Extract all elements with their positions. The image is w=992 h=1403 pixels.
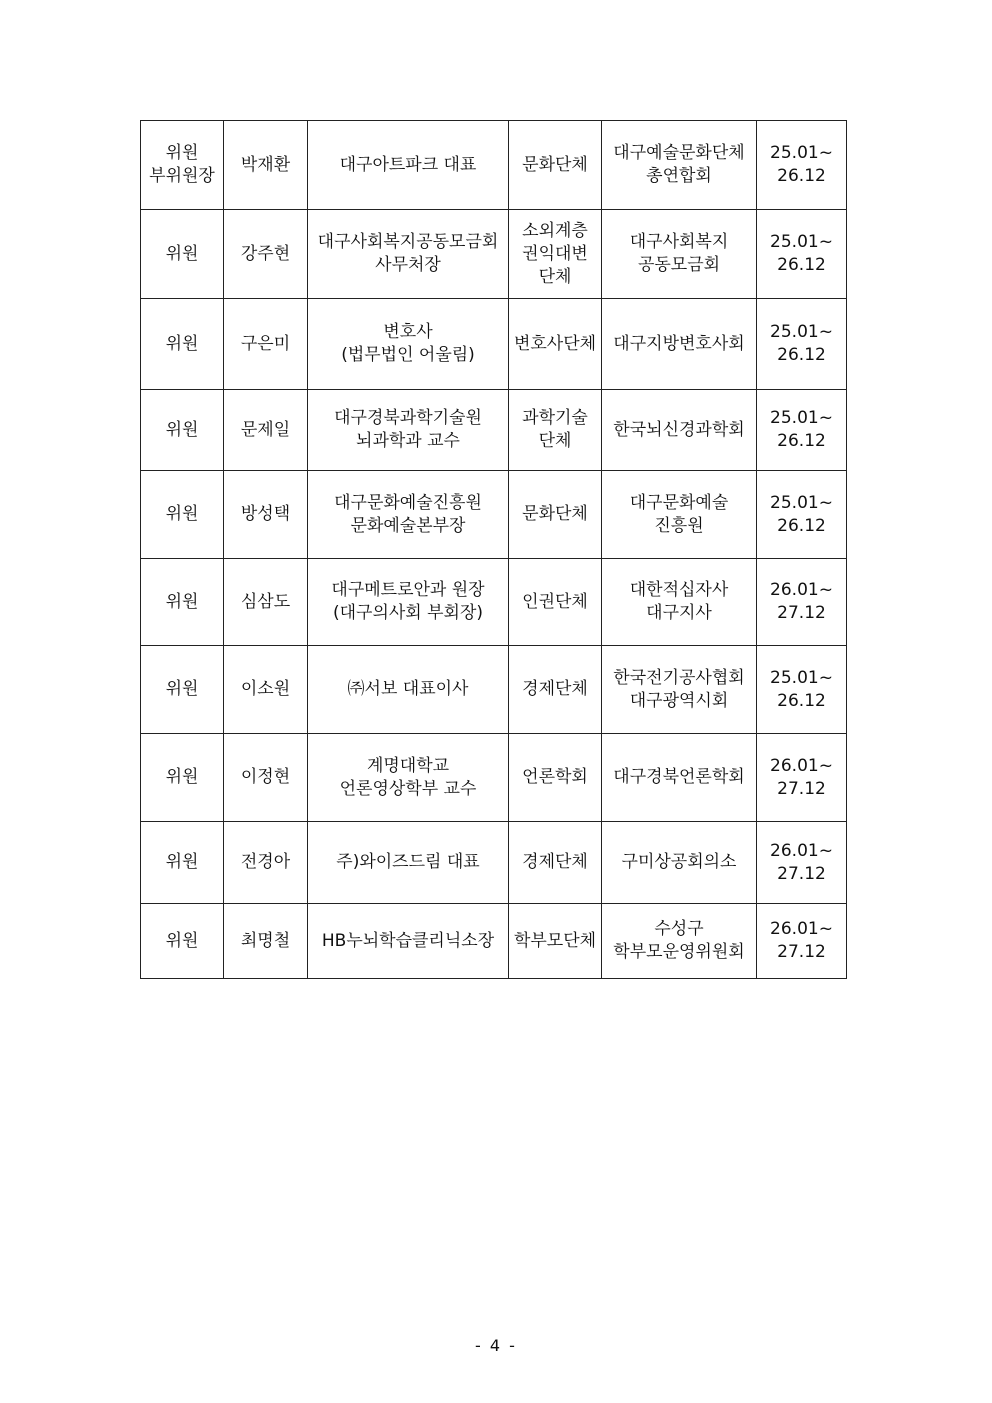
position-cell: 위원 [141,822,224,904]
affiliation-cell: 대구경북과학기술원 뇌과학과 교수 [308,390,509,471]
table-row [141,210,847,299]
category-cell: 인권단체 [509,559,602,646]
table-row [141,299,847,390]
table-row [141,559,847,646]
table-row [141,822,847,904]
page-number: - 4 - [475,1336,517,1355]
position-cell: 위원 부위원장 [141,121,224,210]
name-cell: 문제일 [224,390,308,471]
affiliation-cell: 대구문화예술진흥원 문화예술본부장 [308,471,509,559]
category-cell: 언론학회 [509,734,602,822]
name-cell: 최명철 [224,904,308,979]
position-cell: 위원 [141,646,224,734]
table-row [141,390,847,471]
recommender-cell: 수성구 학부모운영위원회 [602,904,757,979]
affiliation-cell: 계명대학교 언론영상학부 교수 [308,734,509,822]
name-cell: 강주현 [224,210,308,299]
position-cell: 위원 [141,904,224,979]
recommender-cell: 대구예술문화단체 총연합회 [602,121,757,210]
recommender-cell: 대구사회복지 공동모금회 [602,210,757,299]
recommender-cell: 한국뇌신경과학회 [602,390,757,471]
table-row [141,471,847,559]
name-cell: 이정현 [224,734,308,822]
table-row [141,734,847,822]
category-cell: 소외계층 권익대변 단체 [509,210,602,299]
recommender-cell: 대구지방변호사회 [602,299,757,390]
category-cell: 과학기술 단체 [509,390,602,471]
recommender-cell: 대한적십자사 대구지사 [602,559,757,646]
term-cell: 25.01~ 26.12 [757,299,847,390]
table-row [141,904,847,979]
category-cell: 문화단체 [509,121,602,210]
affiliation-cell: 대구메트로안과 원장 (대구의사회 부회장) [308,559,509,646]
recommender-cell: 구미상공회의소 [602,822,757,904]
category-cell: 문화단체 [509,471,602,559]
term-cell: 25.01~ 26.12 [757,390,847,471]
category-cell: 경제단체 [509,822,602,904]
term-cell: 25.01~ 26.12 [757,210,847,299]
category-cell: 학부모단체 [509,904,602,979]
affiliation-cell: ㈜서보 대표이사 [308,646,509,734]
affiliation-cell: 대구아트파크 대표 [308,121,509,210]
term-cell: 25.01~ 26.12 [757,121,847,210]
affiliation-cell: HB누뇌학습클리닉소장 [308,904,509,979]
name-cell: 방성택 [224,471,308,559]
category-cell: 경제단체 [509,646,602,734]
term-cell: 26.01~ 27.12 [757,904,847,979]
name-cell: 구은미 [224,299,308,390]
term-cell: 25.01~ 26.12 [757,471,847,559]
name-cell: 이소원 [224,646,308,734]
category-cell: 변호사단체 [509,299,602,390]
table-row [141,121,847,210]
position-cell: 위원 [141,210,224,299]
name-cell: 심삼도 [224,559,308,646]
name-cell: 전경아 [224,822,308,904]
committee-roster-table [140,120,847,979]
position-cell: 위원 [141,734,224,822]
term-cell: 26.01~ 27.12 [757,559,847,646]
recommender-cell: 한국전기공사협회 대구광역시회 [602,646,757,734]
table-row [141,646,847,734]
roster-body [141,121,847,979]
term-cell: 26.01~ 27.12 [757,822,847,904]
affiliation-cell: 주)와이즈드림 대표 [308,822,509,904]
affiliation-cell: 변호사 (법무법인 어울림) [308,299,509,390]
position-cell: 위원 [141,390,224,471]
position-cell: 위원 [141,299,224,390]
name-cell: 박재환 [224,121,308,210]
recommender-cell: 대구문화예술 진흥원 [602,471,757,559]
position-cell: 위원 [141,559,224,646]
term-cell: 26.01~ 27.12 [757,734,847,822]
affiliation-cell: 대구사회복지공동모금회 사무처장 [308,210,509,299]
recommender-cell: 대구경북언론학회 [602,734,757,822]
term-cell: 25.01~ 26.12 [757,646,847,734]
position-cell: 위원 [141,471,224,559]
